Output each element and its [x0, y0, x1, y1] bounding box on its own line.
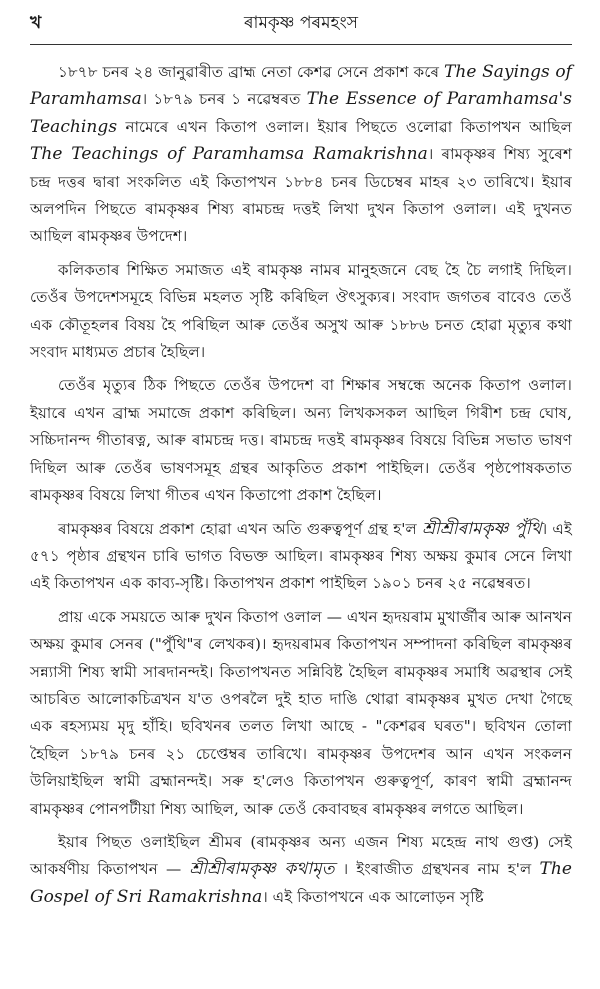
text-run: তেওঁৰ মৃত্যুৰ ঠিক পিছতে তেওঁৰ উপদেশ বা শিক্ষাৰ সম্বন্ধে অনেক কিতাপ ওলাল। ইয়াৰে এখন ব্ৰাহ্ম সমাজে প্ৰকাশ কৰিছিল। অন্য লিখকসকল আছিল গিৰীশ চন্দ্ৰ ঘোষ, সচ্চিদানন্দ গীতাৰত্ন, আৰু ৰামচন্দ্ৰ দত্ত। ৰামচন্দ্ৰ দত্তই ৰামকৃষ্ণৰ বিষয়ে বিভিন্ন সভাত ভাষণ দিছিল আৰু তেওঁৰ ভাষণসমূহ গ্ৰন্থৰ আকৃতিত প্ৰকাশ পাইছিল। তেওঁৰ পৃষ্ঠপোষকতাত ৰামকৃষ্ণৰ বিষয়ে লিখা গীতৰ এখন কিতাপো প্ৰকাশ হৈছিল। [30, 376, 572, 505]
paragraph [30, 372, 572, 509]
text-run: ৰামকৃষ্ণৰ বিষয়ে প্ৰকাশ হোৱা এখন অতি গুৰুত্বপূৰ্ণ গ্ৰন্থ হ'ল [58, 519, 423, 538]
running-title: ৰামকৃষ্ণ পৰমহংস [243, 13, 359, 33]
text-run: । ১৮৭৯ চনৰ ১ নৱেম্বৰত [141, 90, 307, 109]
text-run: । ৰামকৃষ্ণৰ শিষ্য সুৰেশ চন্দ্ৰ দত্তৰ দ্বাৰা সংকলিত এই কিতাপখন ১৮৮৪ চনৰ ডিচেম্বৰ মাহৰ ২৩ তাৰিখে। ইয়াৰ অলপদিন পিছতে ৰামকৃষ্ণৰ শিষ্য ৰামচন্দ্ৰ দত্তই লিখা দুখন কিতাপ ওলাল। এই দুখনত আছিল ৰামকৃষ্ণৰ উপদেশ। [30, 145, 573, 246]
text-run: ইয়াৰ পিছত ওলাইছিল শ্ৰীমৰ (ৰামকৃষ্ণৰ অন্য এজন শিষ্য মহেন্দ্ৰ নাথ গুপ্ত) সেই আকৰ্ষণীয় কিতাপখন — [30, 832, 572, 879]
paragraph [30, 516, 572, 598]
text-run: কলিকতাৰ শিক্ষিত সমাজত এই ৰামকৃষ্ণ নামৰ মানুহজনে বেছ হৈ চৈ লগাই দিছিল। তেওঁৰ উপদেশসমূহে বিভিন্ন মহলত সৃষ্টি কৰিছিল ঔৎসুক্যৰ। সংবাদ জগতৰ বাবেও তেওঁ এক কৌতূহলৰ বিষয় হৈ পৰিছিল আৰু তেওঁৰ অসুখ আৰু ১৮৮৬ চনত হোৱা মৃত্যুৰ কথা সংবাদ মাধ্যমত প্ৰচাৰ হৈছিল। [30, 260, 572, 362]
italic-title: শ্ৰীশ্ৰীৰামকৃষ্ণ পুঁথি [422, 518, 542, 539]
page-number: খ [30, 13, 42, 33]
text-run: । এই ৫৭১ পৃষ্ঠাৰ গ্ৰন্থখন চাৰি ভাগত বিভক্ত আছিল। ৰামকৃষ্ণৰ শিষ্য অক্ষয় কুমাৰ সেনে লিখা এই কিতাপখন এক কাব্য-সৃষ্টি। কিতাপখন প্ৰকাশ পাইছিল ১৯০১ চনৰ ২৫ নৱেম্বৰত। [30, 519, 572, 593]
italic-title: The Gospel of Sri Ramakrishna [30, 859, 572, 907]
italic-title: The Teachings of Paramhamsa Ramakrishna [30, 144, 428, 165]
paragraph [30, 604, 572, 823]
paragraph [30, 829, 572, 911]
italic-title: The Essence of Paramhamsa's Teachings [30, 89, 573, 137]
paragraph [30, 59, 572, 251]
italic-title: The Sayings of Paramhamsa [30, 62, 572, 110]
page-header [30, 10, 572, 45]
italic-title: শ্ৰীশ্ৰীৰামকৃষ্ণ কথামৃত [189, 859, 335, 880]
body-text [30, 59, 572, 911]
paragraph [30, 257, 572, 367]
text-run: প্ৰায় একে সময়তে আৰু দুখন কিতাপ ওলাল — এখন হৃদয়ৰাম মুখাৰ্জীৰ আৰু আনখন অক্ষয় কুমাৰ সেনৰ ("পুঁথি"ৰ লেখকৰ)। হৃদয়ৰামৰ কিতাপখন সম্পাদনা কৰিছিল ৰামকৃষ্ণৰ সন্ন্যাসী শিষ্য স্বামী সাৰদানন্দই। কিতাপখনত সন্নিবিষ্ট হৈছিল ৰামকৃষ্ণৰ সমাধি অৱস্থাৰ সেই আচৰিত আলোকচিত্ৰখন য'ত ওপৰলৈ দুই হাত দাঙি থোৱা ৰামকৃষ্ণৰ মুখত দেখা গৈছে এক ৰহস্যময় মৃদু হাঁহি। ছবিখনৰ তলত লিখা আছে - "কেশৱৰ ঘৰত"। ছবিখন তোলা হৈছিল ১৮৭৯ চনৰ ২১ চেপ্তেম্বৰ তাৰিখে। ৰামকৃষ্ণৰ উপদেশৰ আন এখন সংকলন উলিয়াইছিল স্বামী ব্ৰহ্মানন্দই। সৰু হ'লেও কিতাপখন গুৰুত্বপূৰ্ণ, কাৰণ স্বামী ব্ৰহ্মানন্দ ৰামকৃষ্ণৰ পোনপটীয়া শিষ্য আছিল, আৰু তেওঁ কেবাবছৰ ৰামকৃষ্ণৰ লগতে আছিল। [30, 607, 572, 818]
text-run: ১৮৭৮ চনৰ ২৪ জানুৱাৰীত ব্ৰাহ্ম নেতা কেশৱ সেনে প্ৰকাশ কৰে [58, 63, 445, 81]
text-run: । এই কিতাপখনে এক আলোড়ন সৃষ্টি [262, 887, 484, 906]
text-run: নামেৰে এখন কিতাপ ওলাল। ইয়াৰ পিছতে ওলোৱা কিতাপখন আছিল [117, 117, 572, 136]
text-run: । ইংৰাজীত গ্ৰন্থখনৰ নাম হ'ল [334, 860, 540, 879]
